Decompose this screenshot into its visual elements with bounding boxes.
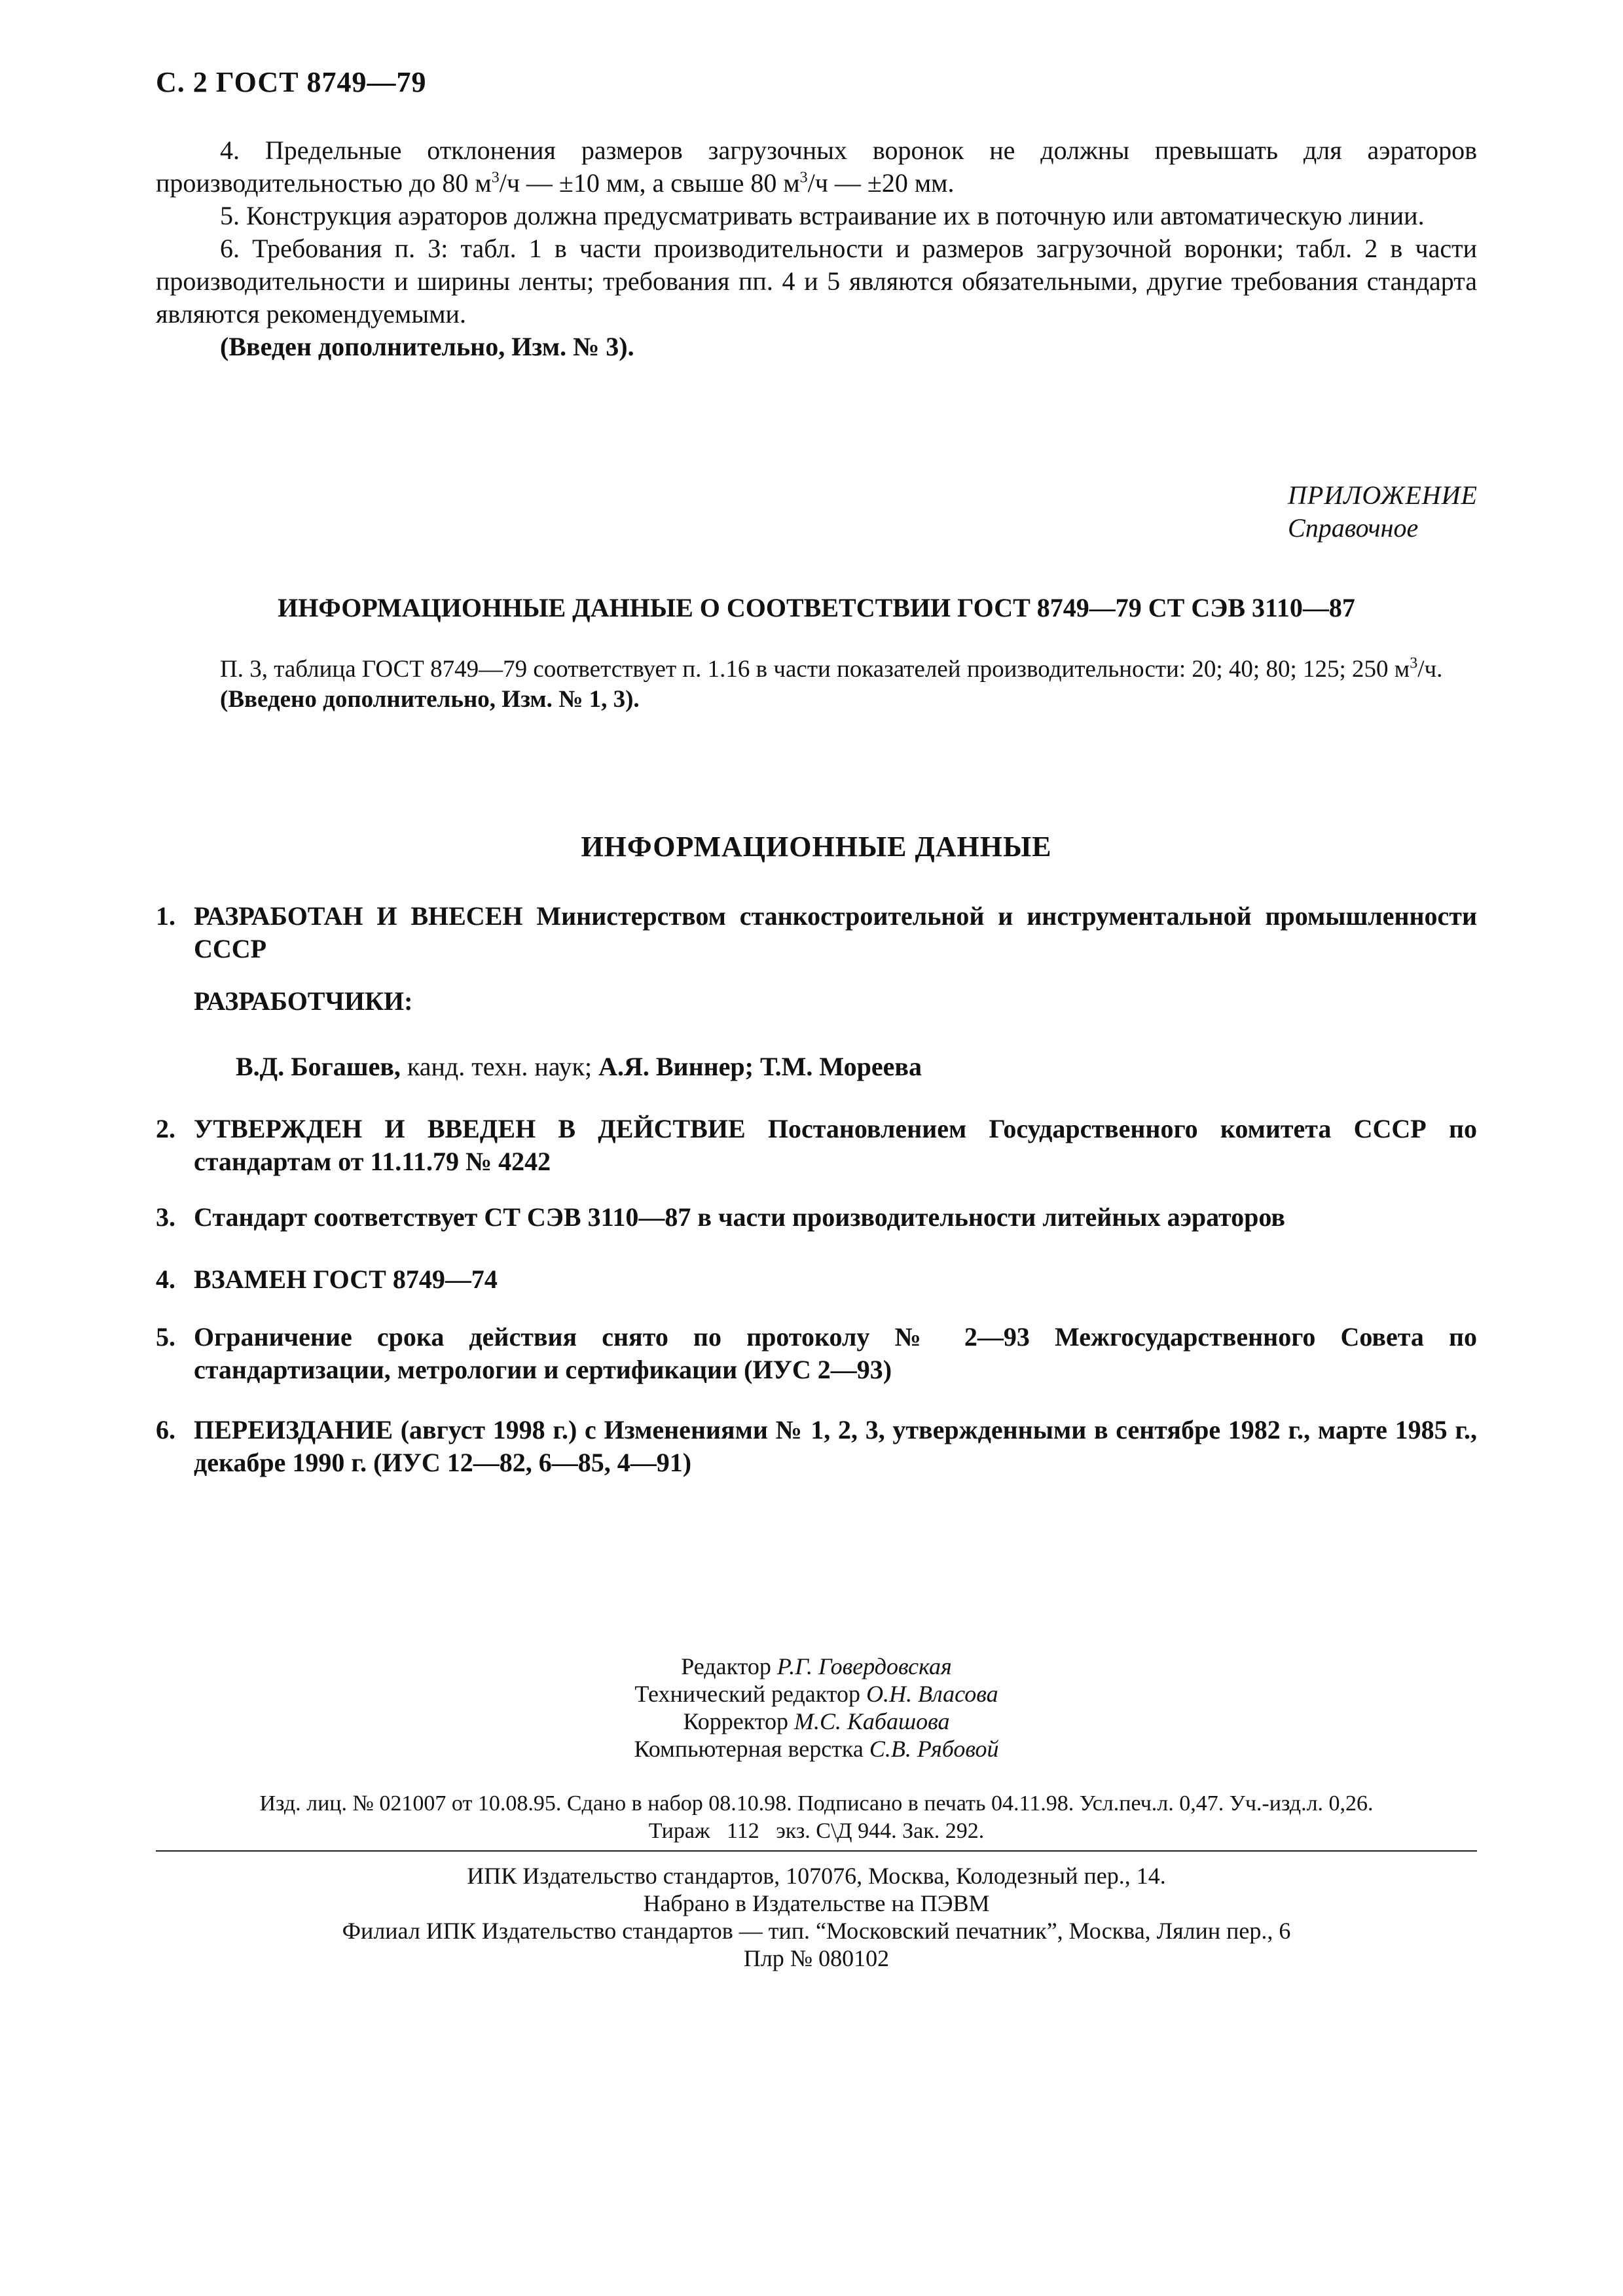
publication-info: Изд. лиц. № 021007 от 10.08.95. Сдано в набор 08.10.98. Подписано в печать 04.11.98. Усл.печ.л. 0,47. Уч.-изд.л. 0,26. Тираж 112 экз. С\Д 944. Зак. 292. xyxy=(259,1791,1374,1843)
clause-4: 4. Предельные отклонения размеров загрузочных воронок не должны превышать для аэраторов производительностью до 80 $м^3/ч$ — ±10 мм, а свыше 80 $м^3/ч$ — ±20 мм. xyxy=(156,135,1477,198)
info-item-4: 4. ВЗАМЕН ГОСТ 8749—74 xyxy=(156,1265,498,1294)
info-item-6: 6. ПЕРЕИЗДАНИЕ (август 1998 г.) с Изменениями № 1, 2, 3, утвержденными в сентябре 1982 г., марте 1985 г., декабре 1990 г. (ИУС 12—82, 6—85, 4—91) xyxy=(156,1415,1477,1477)
clause-6: 6. Требования п. 3: табл. 1 в части производительности и размеров загрузочной воронки; табл. 2 в части производительности и ширины ленты; требования пп. 4 и 5 являются обязательными, другие требования стандарта являются рекомендуемыми. xyxy=(156,234,1477,329)
appendix-title: ПРИЛОЖЕНИЕ xyxy=(1288,480,1478,510)
superscript-3: 3 xyxy=(491,169,500,187)
developers-label: РАЗРАБОТЧИКИ: xyxy=(194,986,413,1016)
editorial-credits xyxy=(156,1653,1477,1763)
corrector-line: Корректор М.С. Кабашова xyxy=(683,1708,950,1734)
info-item-1: 1. РАЗРАБОТАН И ВНЕСЕН Министерством станкостроительной и инструментальной промышленности СССР xyxy=(156,901,1477,963)
info-item-5: 5. Ограничение срока действия снято по протоколу № 2—93 Межгосударственного Совета по стандартизации, метрологии и сертификации (ИУС 2—93) xyxy=(156,1322,1477,1384)
tech-editor-line: Технический редактор О.Н. Власова xyxy=(634,1681,998,1707)
amendment-note: (Введен дополнительно, Изм. № 3). xyxy=(220,332,634,361)
conformity-title: ИНФОРМАЦИОННЫЕ ДАННЫЕ О СООТВЕТСТВИИ ГОСТ 8749—79 СТ СЭВ 3110—87 xyxy=(278,593,1355,622)
printing-house-info: ИПК Издательство стандартов, 107076, Москва, Колодезный пер., 14. Набрано в Издательстве на ПЭВМ Филиал ИПК Издательство стандартов — тип. “Московский печатник”, Москва, Лялин пер., 6 Плр № 080102 xyxy=(342,1863,1291,1971)
appendix-label xyxy=(1288,479,1478,545)
requirements-clauses xyxy=(156,134,1477,363)
conformity-text: П. 3, таблица ГОСТ 8749—79 соответствует п. 1.16 в части показателей производительности: 20; 40; 80; 125; 250 $м^3/ч$. (Введено дополнительно, Изм. № 1, 3). xyxy=(156,655,1477,715)
page-header: С. 2 ГОСТ 8749—79 xyxy=(156,66,427,98)
layout-line: Компьютерная верстка С.В. Рябовой xyxy=(634,1736,999,1762)
clause-5: 5. Конструкция аэраторов должна предусматривать встраивание их в поточную или автоматическую линии. xyxy=(220,201,1425,230)
info-data-title: ИНФОРМАЦИОННЫЕ ДАННЫЕ xyxy=(581,831,1052,863)
appendix-type: Справочное xyxy=(1288,513,1419,543)
info-item-3: 3. Стандарт соответствует СТ СЭВ 3110—87 в части производительности литейных аэраторов xyxy=(156,1202,1286,1232)
info-item-2: 2. УТВЕРЖДЕН И ВВЕДЕН В ДЕЙСТВИЕ Постановлением Государственного комитета СССР по стандартам от 11.11.79 № 4242 xyxy=(156,1114,1477,1176)
editor-line: Редактор Р.Г. Говердовская xyxy=(681,1653,952,1679)
developers-list: В.Д. Богашев, канд. техн. наук; А.Я. Виннер; Т.М. Мореева xyxy=(236,1052,922,1081)
conformity-note: (Введено дополнительно, Изм. № 1, 3). xyxy=(220,686,640,713)
superscript-3: 3 xyxy=(799,169,808,187)
divider-line xyxy=(156,1850,1477,1852)
